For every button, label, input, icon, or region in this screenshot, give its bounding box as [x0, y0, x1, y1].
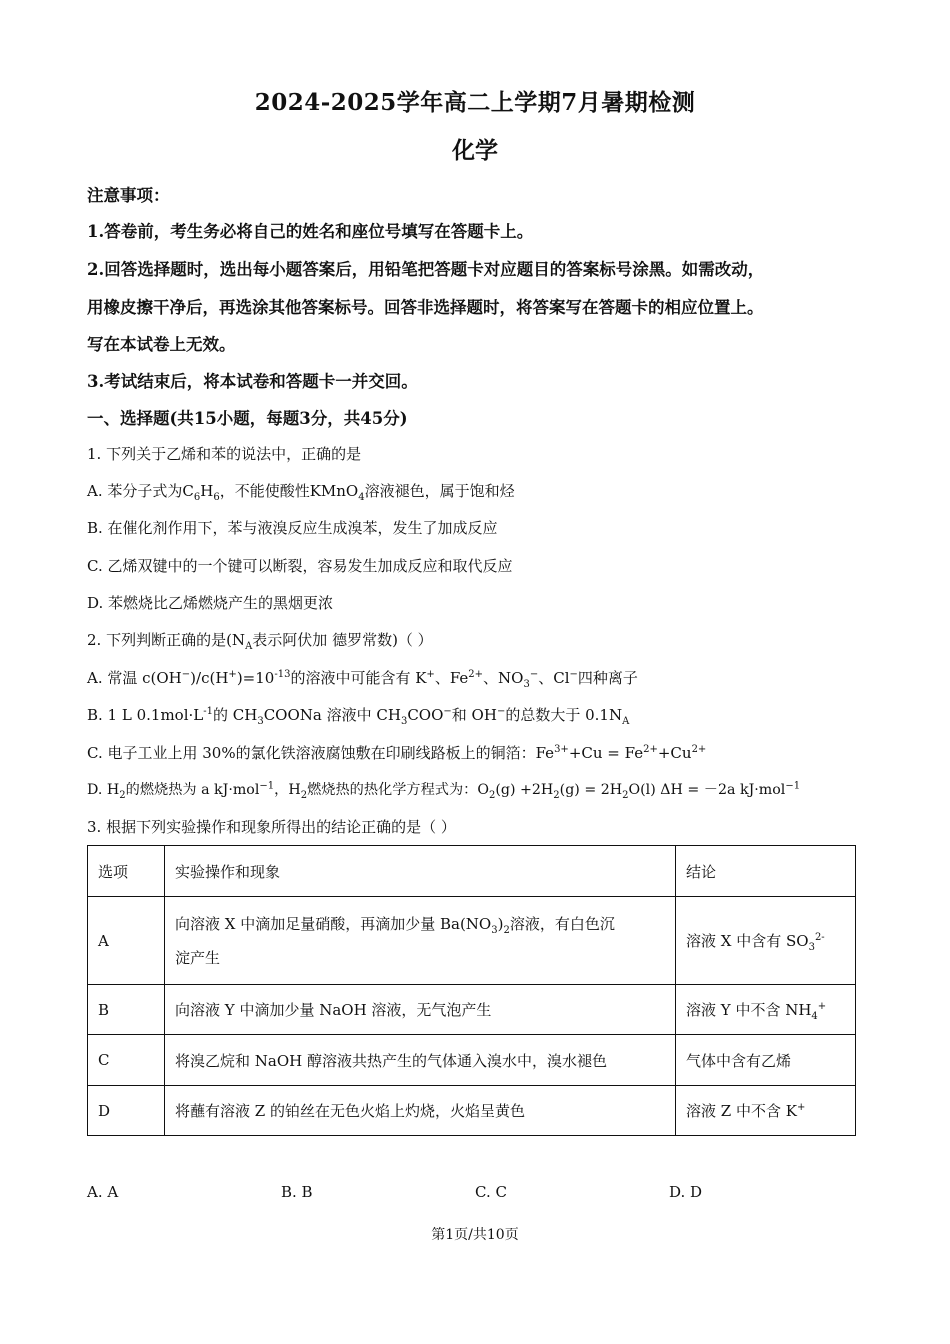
q2-option-a: A. 常温 $c(OH^-)/c(H^+)=10^{-13}$的溶液中可能含有 K+、$Fe^{2+}$、$NO_3^-$、Cl−四种离子: [87, 669, 638, 690]
table-header-cell: 选项: [88, 846, 165, 897]
table-cell-conclusion: 溶液 Z 中不含 K+: [676, 1086, 856, 1136]
q2-stem: 2. 下列判断正确的是($N_A$表示阿伏加 德罗常数)（ ）: [87, 631, 433, 652]
table-cell-operation: 将蘸有溶液 Z 的铂丝在无色火焰上灼烧，火焰呈黄色: [165, 1086, 676, 1136]
q3-stem: 3. 根据下列实验操作和现象所得出的结论正确的是（ ）: [87, 818, 456, 836]
q1-option-a: A. 苯分子式为$C_6H_6$，不能使酸性KMnO$_4$溶液褪色，属于饱和烃: [87, 482, 515, 503]
table-row: [88, 1035, 856, 1086]
q3-answer-d: D. D: [669, 1183, 703, 1201]
q2-option-b: B. 1 L $0.1mol\cdot L^{-1}$的 $CH_3COONa$ 溶液中 $CH_3COO^-$和 OH−的总数大于 $0.1N_A$: [87, 706, 630, 727]
section-heading: 一、选择题(共15小题，每题3分，共45分): [87, 409, 408, 428]
q1-option-b: B. 在催化剂作用下，苯与液溴反应生成溴苯，发生了加成反应: [87, 519, 498, 537]
notice-heading: 注意事项：: [87, 186, 170, 205]
table-cell-option: A: [88, 897, 165, 985]
page-footer: 第1页/共10页: [431, 1227, 519, 1243]
q1-option-c: C. 乙烯双键中的一个键可以断裂，容易发生加成反应和取代反应: [87, 557, 513, 575]
table-cell-conclusion: 溶液 X 中含有 $SO_3^{2-}$: [676, 897, 856, 985]
exam-subject: 化学: [452, 137, 498, 164]
table-row: [88, 1086, 856, 1136]
table-cell-operation: 将溴乙烷和 NaOH 醇溶液共热产生的气体通入溴水中，溴水褪色: [165, 1035, 676, 1086]
table-cell-operation: 向溶液 Y 中滴加少量 NaOH 溶液，无气泡产生: [165, 985, 676, 1035]
table-header-row: [88, 846, 856, 897]
notice-item-2-line-3: 写在本试卷上无效。: [87, 335, 236, 354]
table-row: [88, 985, 856, 1035]
exam-title: 2024-2025学年高二上学期7月暑期检测: [254, 89, 696, 116]
q3-answer-c: C. C: [475, 1183, 507, 1201]
table-row: [88, 897, 856, 985]
notice-item-2-line-1: 2.回答选择题时，选出每小题答案后，用铅笔把答题卡对应题目的答案标号涂黑。如需改动，: [87, 260, 765, 279]
q1-stem: 1. 下列关于乙烯和苯的说法中，正确的是: [87, 445, 362, 463]
table-header-cell: 实验操作和现象: [165, 846, 676, 897]
table-cell-option: C: [88, 1035, 165, 1086]
q1-option-d: D. 苯燃烧比乙烯燃烧产生的黑烟更浓: [87, 594, 334, 612]
table-cell-conclusion: 气体中含有乙烯: [676, 1035, 856, 1086]
q3-answer-a: A. A: [87, 1183, 119, 1201]
q2-option-c: C. 电子工业上用 30%的氯化铁溶液腐蚀敷在印刷线路板上的铜箔：$Fe^{3+}+Cu = Fe^{2+}+Cu^{2+}$: [87, 744, 707, 762]
table-cell-operation: 向溶液 X 中滴加足量硝酸，再滴加少量 $Ba(NO_3)_2$溶液，有白色沉 淀产生: [165, 897, 676, 985]
notice-item-2-line-2: 用橡皮擦干净后，再选涂其他答案标号。回答非选择题时，将答案写在答题卡的相应位置上。: [87, 298, 764, 317]
notice-item-1: 1.答卷前，考生务必将自己的姓名和座位号填写在答题卡上。: [87, 222, 534, 241]
table-cell-conclusion: 溶液 Y 中不含 $NH_4^+$: [676, 985, 856, 1035]
table-cell-option: B: [88, 985, 165, 1035]
q2-option-d: D. $H_2$的燃烧热为 a kJ·mol$^{-1}$，$H_2$燃烧热的热化学方程式为：$O_2(g) +2H_2(g) = 2H_2O(l) \Delta H = -2a$ kJ·mol$^{-1}$: [87, 780, 801, 801]
table-header-cell: 结论: [676, 846, 856, 897]
notice-item-3: 3.考试结束后，将本试卷和答题卡一并交回。: [87, 372, 418, 391]
q3-answer-b: B. B: [281, 1183, 313, 1201]
table-cell-option: D: [88, 1086, 165, 1136]
q3-table: [87, 845, 856, 1136]
